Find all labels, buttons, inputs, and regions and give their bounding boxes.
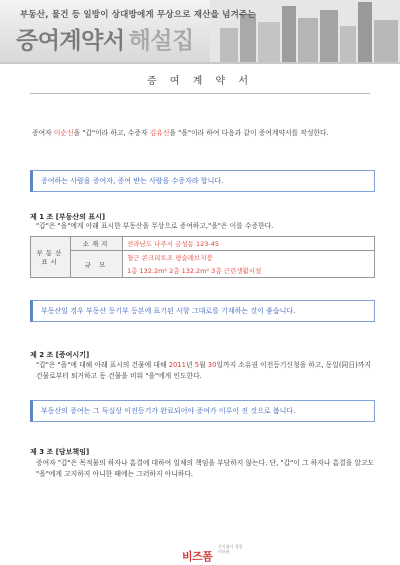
- corp-line-2: 비즈폼: [218, 549, 230, 554]
- header-banner: [0, 0, 400, 64]
- note-box-2: 부동산일 경우 부동산 등기부 등본에 표기된 사항 그대로를 기재하는 것이 좋습니다.: [30, 300, 375, 322]
- article-1-text: "갑"은 "을"에게 아래 표시한 부동산을 무상으로 증여하고,"을"은 이를 수증한다.: [36, 222, 274, 230]
- bizforms-logo: 비즈폼: [182, 550, 213, 563]
- location-label: 소재지: [71, 237, 123, 251]
- corp-name: [218, 544, 242, 554]
- corp-line-1: 주식회사 경림: [218, 544, 243, 549]
- note-box-1: 증여하는 사람을 증여자, 증여 받는 사람을 수증자라 합니다.: [30, 170, 375, 192]
- article-2-heading: 제 2 조 [증여시기]: [30, 351, 90, 359]
- table-row: [31, 237, 375, 251]
- size-value-structure: 철근 콘크리트조 평슬래브지붕: [123, 251, 375, 265]
- intro-text-1: 증여자: [32, 129, 54, 137]
- size-label: 규 모: [71, 251, 123, 278]
- donee-name: 김유신: [149, 129, 170, 137]
- transfer-month: 5: [194, 361, 200, 369]
- document-title-divider: [30, 93, 370, 94]
- article-2-text-3: 월: [199, 361, 208, 369]
- intro-text-2: 을 "갑"이라 하고, 수증자: [73, 129, 150, 137]
- transfer-year: 2011: [168, 361, 186, 369]
- size-value-floors: 1층 132.2m² 2층 132.2m² 3층 근린생활시설: [123, 264, 375, 278]
- intro-paragraph: [32, 128, 372, 139]
- intro-text-3: 을 "을"이라 하여 다음과 같이 증여계약서를 작성한다.: [169, 129, 329, 137]
- property-table: [30, 236, 375, 278]
- header-title-main: 증여계약서: [16, 28, 125, 54]
- header-title: [16, 22, 194, 55]
- article-2-text-1: "갑"은 "을"에 대해 아래 표시의 건물에 대해: [36, 361, 169, 369]
- article-3-text: 증여자 "갑"은 목적물의 하자나 흠결에 대하여 일체의 책임을 부담하지 않는다. 단, "갑"이 그 하자나 흠결을 알고도 "을"에게 고지하지 아니한 때에는 그러하지 아니하다.: [36, 459, 375, 478]
- note-box-3: 부동산의 증여는 그 득실상 이전등기가 완료되어야 증여가 이루어 진 것으로 봅니다.: [30, 400, 375, 422]
- donor-name: 이순신: [53, 129, 74, 137]
- article-2-text-4: 일까지 소유권 이전등기신청을 하고, 동일(同日)까지 건물로부터 퇴거하고 동 건물을 비워 "을"에게 인도한다.: [36, 361, 371, 380]
- table-row: [31, 251, 375, 265]
- header-divider: [0, 62, 400, 64]
- footer-logo: [182, 540, 262, 562]
- location-value: 전라남도 나주시 금성동 123-45: [123, 237, 375, 251]
- article-3-heading: 제 3 조 [담보책임]: [30, 448, 90, 456]
- transfer-day: 30: [207, 361, 217, 369]
- article-1-heading: 제 1 조 [부동산의 표시]: [30, 213, 106, 221]
- article-2-text-2: 년: [186, 361, 195, 369]
- document-title: 증 여 계 약 서: [146, 76, 253, 87]
- header-title-sub: 해설집: [128, 28, 194, 54]
- article-2-text: [36, 360, 376, 382]
- property-label: 부동산 표시: [31, 237, 71, 278]
- header-subtitle: 부동산, 물건 등 일방이 상대방에게 무상으로 재산을 넘겨주는: [20, 10, 256, 20]
